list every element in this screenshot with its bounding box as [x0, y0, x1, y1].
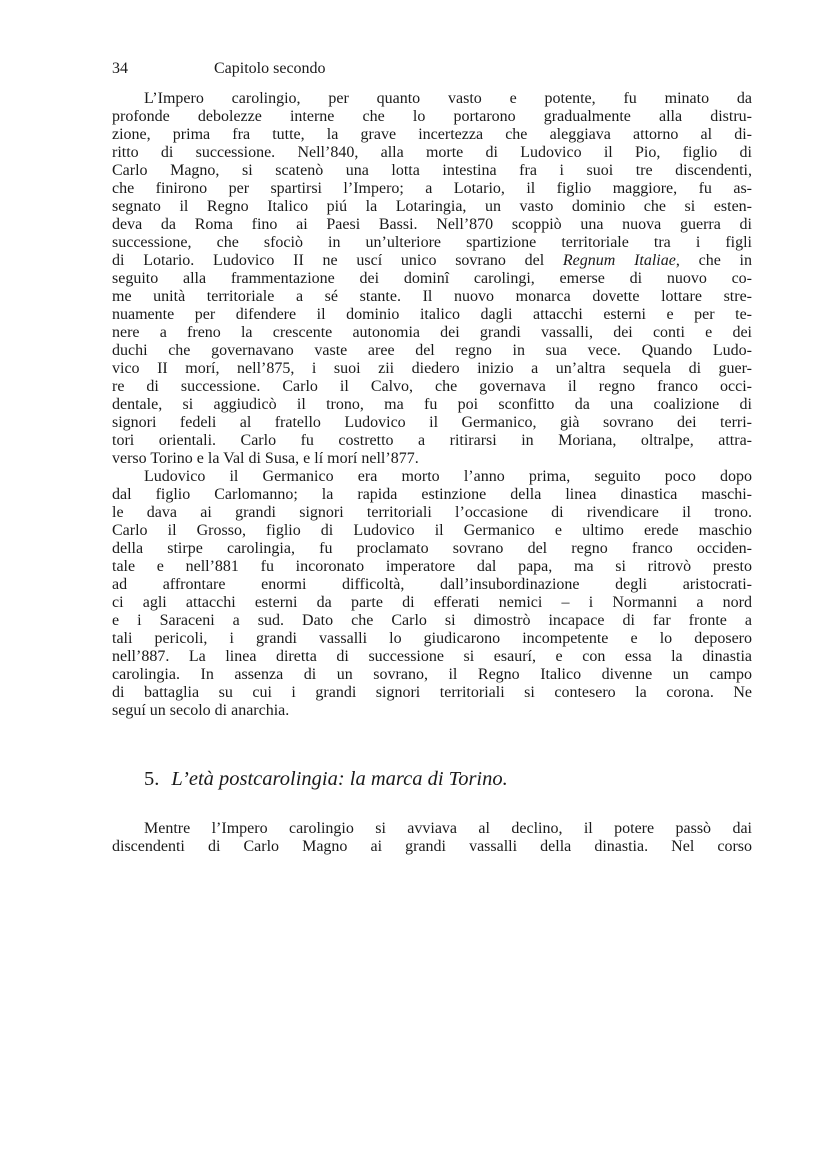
- text-line: deva da Roma fino ai Paesi Bassi. Nell’870 scoppiò una nuova guerra di: [112, 216, 752, 233]
- text-line: nell’887. La linea diretta di successione si esaurí, e con essa la dinastia: [112, 648, 752, 665]
- text-line: Carlo il Grosso, figlio di Ludovico il Germanico e ultimo erede maschio: [112, 522, 752, 539]
- section-heading: [144, 766, 752, 792]
- section-number: 5.: [144, 768, 160, 790]
- text-line: ritto di successione. Nell’840, alla morte di Ludovico il Pio, figlio di: [112, 144, 752, 161]
- text-line: ad affrontare enormi difficoltà, dall’insubordinazione degli aristocrati-: [112, 576, 752, 593]
- text-segment: di Lotario. Ludovico II ne uscí unico sovrano del: [112, 252, 563, 269]
- book-page: [112, 58, 752, 856]
- text-line: e i Saraceni a sud. Dato che Carlo si dimostrò incapace di far fronte a: [112, 612, 752, 629]
- text-line: di battaglia su cui i grandi signori territoriali si contesero la corona. Ne: [112, 684, 752, 701]
- running-head: [112, 58, 752, 80]
- text-line: Carlo Magno, si scatenò una lotta intestina fra i suoi tre discendenti,: [112, 162, 752, 179]
- section-title: L’età postcarolingia: la marca di Torino.: [171, 768, 508, 790]
- text-line: della stirpe carolingia, fu proclamato sovrano del regno franco occiden-: [112, 540, 752, 557]
- text-line: le dava ai grandi signori territoriali l’occasione di rivendicare il trono.: [112, 504, 752, 521]
- text-line: Ludovico il Germanico era morto l’anno prima, seguito poco dopo: [144, 468, 752, 485]
- text-line: re di successione. Carlo il Calvo, che governava il regno franco occi-: [112, 378, 752, 395]
- italic-title: Regnum Italiae: [562, 252, 676, 269]
- text-line: nuamente per difendere il dominio italico dagli attacchi esterni e per te-: [112, 306, 752, 323]
- text-line: dal figlio Carlomanno; la rapida estinzione della linea dinastica maschi-: [112, 486, 752, 503]
- paragraph-2: [112, 468, 752, 720]
- paragraph-1: [112, 90, 752, 468]
- text-line: me unità territoriale a sé stante. Il nuovo monarca dovette lottare stre-: [112, 288, 752, 305]
- text-line: tale e nell’881 fu incoronato imperatore dal papa, ma si ritrovò presto: [112, 558, 752, 575]
- text-line: nere a freno la crescente autonomia dei grandi vassalli, dei conti e dei: [112, 324, 752, 341]
- text-line: seguí un secolo di anarchia.: [112, 702, 290, 719]
- text-line: segnato il Regno Italico piú la Lotaringia, un vasto dominio che si esten-: [112, 198, 752, 215]
- text-line: dentale, si aggiudicò il trono, ma fu poi sconfitto da una coalizione di: [112, 396, 752, 413]
- text-line: tali pericoli, i grandi vassalli lo giudicarono incompetente e lo deposero: [112, 630, 752, 647]
- text-line: Mentre l’Impero carolingio si avviava al declino, il potere passò dai: [144, 820, 752, 837]
- text-line: carolingia. In assenza di un sovrano, il Regno Italico divenne un campo: [112, 666, 752, 683]
- text-line: successione, che sfociò in un’ulteriore spartizione territoriale tra i figli: [112, 234, 752, 251]
- text-line: tori orientali. Carlo fu costretto a ritirarsi in Moriana, oltralpe, attra-: [112, 432, 752, 449]
- text-line: [112, 252, 752, 270]
- text-line: seguito alla frammentazione dei dominî carolingi, emerse di nuovo co-: [112, 270, 752, 287]
- text-line: ci agli attacchi esterni da parte di efferati nemici – i Normanni a nord: [112, 594, 752, 611]
- paragraph-3: [112, 820, 752, 856]
- text-line: signori fedeli al fratello Ludovico il Germanico, già sovrano dei terri-: [112, 414, 752, 431]
- text-line: che finirono per spartirsi l’Impero; a Lotario, il figlio maggiore, fu as-: [112, 180, 752, 197]
- chapter-title: Capitolo secondo: [214, 60, 326, 77]
- text-line: zione, prima fra tutte, la grave incertezza che aleggiava attorno al di-: [112, 126, 752, 143]
- text-line: profonde debolezze interne che lo portarono gradualmente alla distru-: [112, 108, 752, 125]
- page-number: 34: [112, 60, 128, 77]
- text-line: duchi che governavano vaste aree del regno in sua vece. Quando Ludo-: [112, 342, 752, 359]
- text-segment: , che in: [675, 252, 752, 269]
- text-line: vico II morí, nell’875, i suoi zii diedero inizio a un’altra sequela di guer-: [112, 360, 752, 377]
- text-line: L’Impero carolingio, per quanto vasto e potente, fu minato da: [144, 90, 752, 107]
- text-line: verso Torino e la Val di Susa, e lí morí nell’877.: [112, 450, 419, 467]
- text-line: discendenti di Carlo Magno ai grandi vassalli della dinastia. Nel corso: [112, 838, 752, 855]
